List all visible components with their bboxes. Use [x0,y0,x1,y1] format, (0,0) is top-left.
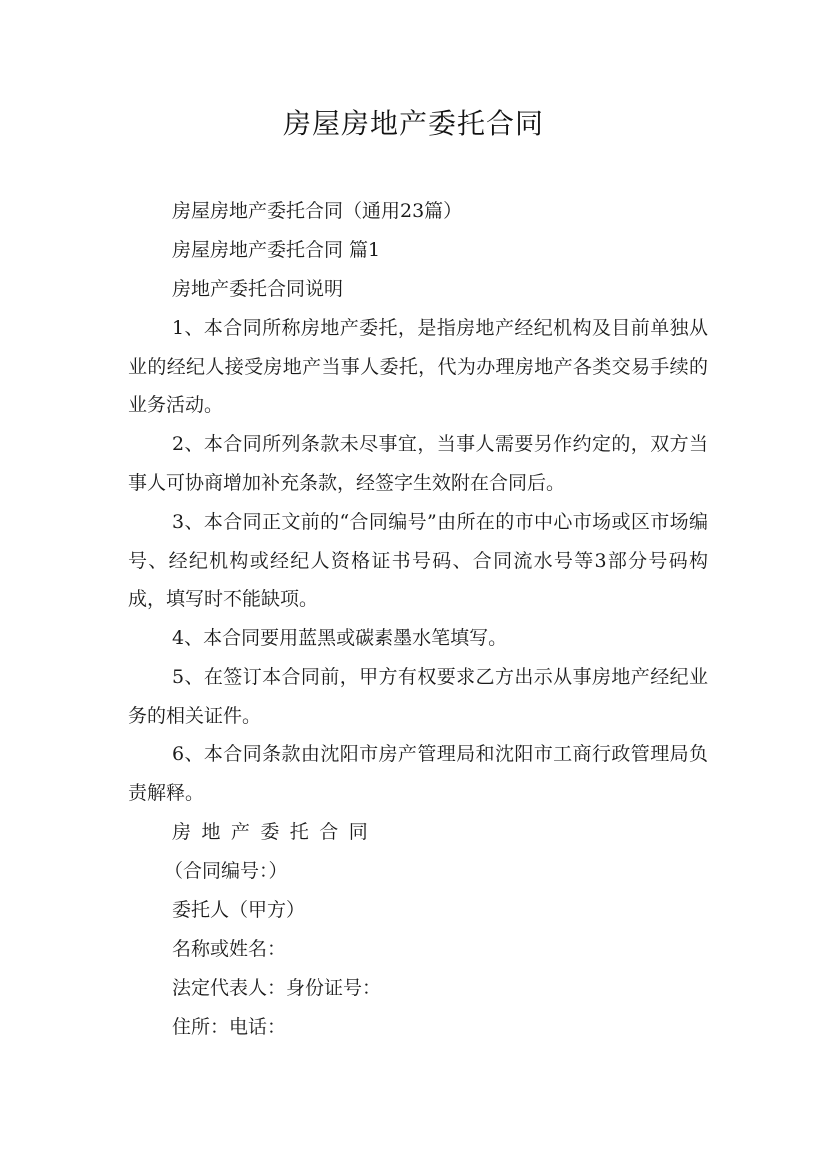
name-field: 名称或姓名： [172,938,287,960]
clause-6-text: 6、本合同条款由沈阳市房产管理局和沈阳市工商行政管理局负责解释。 [128,743,708,804]
clause-5 [128,658,708,735]
clause-1-text: 1、本合同所称房地产委托，是指房地产经纪机构及目前单独从业的经纪人接受房地产当事人委托，代为办理房地产各类交易手续的业务活动。 [128,317,708,416]
clause-2-text: 2、本合同所列条款未尽事宜，当事人需要另作约定的，双方当事人可协商增加补充条款，经签字生效附在合同后。 [128,433,708,494]
contract-number-field: （合同编号：） [164,860,288,882]
clause-3-text: 3、本合同正文前的“合同编号”由所在的市中心市场或区市场编号、经纪机构或经纪人资格证书号码、合同流水号等3部分号码构成，填写时不能缺项。 [128,511,708,610]
document-title: 房屋房地产委托合同 [282,107,544,140]
clause-4-text: 4、本合同要用蓝黑或碳素墨水笔填写。 [172,627,508,649]
part-heading: 房屋房地产委托合同 篇1 [172,239,381,261]
explanation-heading: 房地产委托合同说明 [172,278,344,300]
principal-label: 委托人（甲方） [172,899,306,921]
clause-3 [128,503,708,619]
clause-6 [128,735,708,812]
clause-2 [128,425,708,502]
legal-representative-field: 法定代表人：身份证号： [172,977,382,999]
clause-1 [128,309,708,425]
clause-5-text: 5、在签订本合同前，甲方有权要求乙方出示从事房地产经纪业务的相关证件。 [128,666,708,727]
subtitle-line: 房屋房地产委托合同（通用23篇） [172,200,463,222]
form-heading: 房地产委托合同 [172,821,379,843]
clause-4 [128,619,708,658]
address-phone-field: 住所：电话： [172,1016,287,1038]
